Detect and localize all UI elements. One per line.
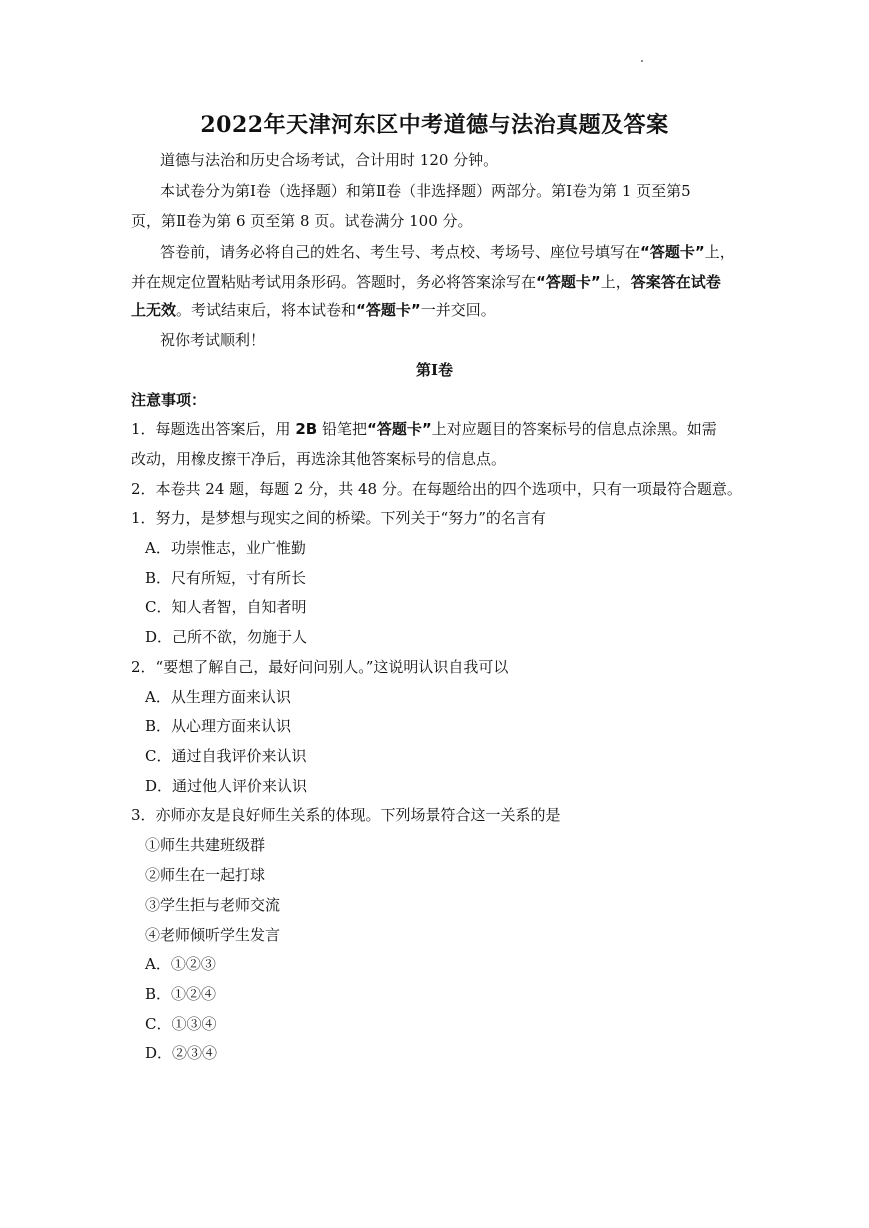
intro-paragraph-2-line-1: 本试卷分为第Ⅰ卷（选择题）和第Ⅱ卷（非选择题）两部分。第Ⅰ卷为第 1 页至第5 xyxy=(160,182,691,200)
question-2-option-c: C．通过自我评价来认识 xyxy=(145,747,307,765)
question-2-stem: 2．“要想了解自己，最好问问别人。”这说明认识自我可以 xyxy=(131,658,509,676)
question-3-item-4: ④老师倾听学生发言 xyxy=(145,926,281,944)
section-title: 第Ⅰ卷 xyxy=(415,361,454,379)
question-1-stem: 1．努力，是梦想与现实之间的桥梁。下列关于“努力”的名言有 xyxy=(131,509,546,527)
notice-label: 注意事项： xyxy=(131,391,207,409)
intro-paragraph-2-line-2: 页，第Ⅱ卷为第 6 页至第 8 页。试卷满分 100 分。 xyxy=(131,212,473,230)
question-2-option-a: A．从生理方面来认识 xyxy=(145,688,291,706)
page-title: 2022年天津河东区中考道德与法治真题及答案 xyxy=(200,112,669,138)
page-mark xyxy=(641,60,643,62)
question-1-option-d: D．己所不欲，勿施于人 xyxy=(145,628,308,646)
question-3-option-d: D．②③④ xyxy=(145,1044,218,1062)
question-3-option-b: B．①②④ xyxy=(145,985,217,1003)
intro-paragraph-3-line-3: 上无效。考试结束后，将本试卷和“答题卡”一并交回。 xyxy=(131,301,496,319)
question-1-option-a: A．功崇惟志，业广惟勤 xyxy=(145,539,306,557)
notice-1-line-2: 改动，用橡皮擦干净后，再选涂其他答案标号的信息点。 xyxy=(131,450,507,468)
question-3-item-2: ②师生在一起打球 xyxy=(145,866,266,884)
question-3-option-c: C．①③④ xyxy=(145,1015,217,1033)
question-3-item-1: ①师生共建班级群 xyxy=(145,836,266,854)
question-3-stem: 3．亦师亦友是良好师生关系的体现。下列场景符合这一关系的是 xyxy=(131,806,561,824)
question-1-option-b: B．尺有所短，寸有所长 xyxy=(145,569,307,587)
intro-paragraph-3-line-2: 并在规定位置粘贴考试用条形码。答题时，务必将答案涂写在“答题卡”上，答案答在试卷 xyxy=(131,273,721,291)
intro-paragraph-3-line-1: 答卷前，请务必将自己的姓名、考生号、考点校、考场号、座位号填写在“答题卡”上， xyxy=(160,243,735,261)
question-3-item-3: ③学生拒与老师交流 xyxy=(145,896,281,914)
question-3-option-a: A．①②③ xyxy=(145,955,216,973)
notice-1-line-1: 1．每题选出答案后，用 2B 铅笔把“答题卡”上对应题目的答案标号的信息点涂黑。如需 xyxy=(131,420,717,438)
question-1-option-c: C．知人者智，自知者明 xyxy=(145,598,307,616)
intro-paragraph-1: 道德与法治和历史合场考试，合计用时 120 分钟。 xyxy=(160,151,499,169)
question-2-option-b: B．从心理方面来认识 xyxy=(145,717,292,735)
notice-2: 2．本卷共 24 题，每题 2 分，共 48 分。在每题给出的四个选项中，只有一项最符合题意。 xyxy=(131,480,742,498)
intro-paragraph-4: 祝你考试顺利！ xyxy=(160,331,266,349)
question-2-option-d: D．通过他人评价来认识 xyxy=(145,777,308,795)
